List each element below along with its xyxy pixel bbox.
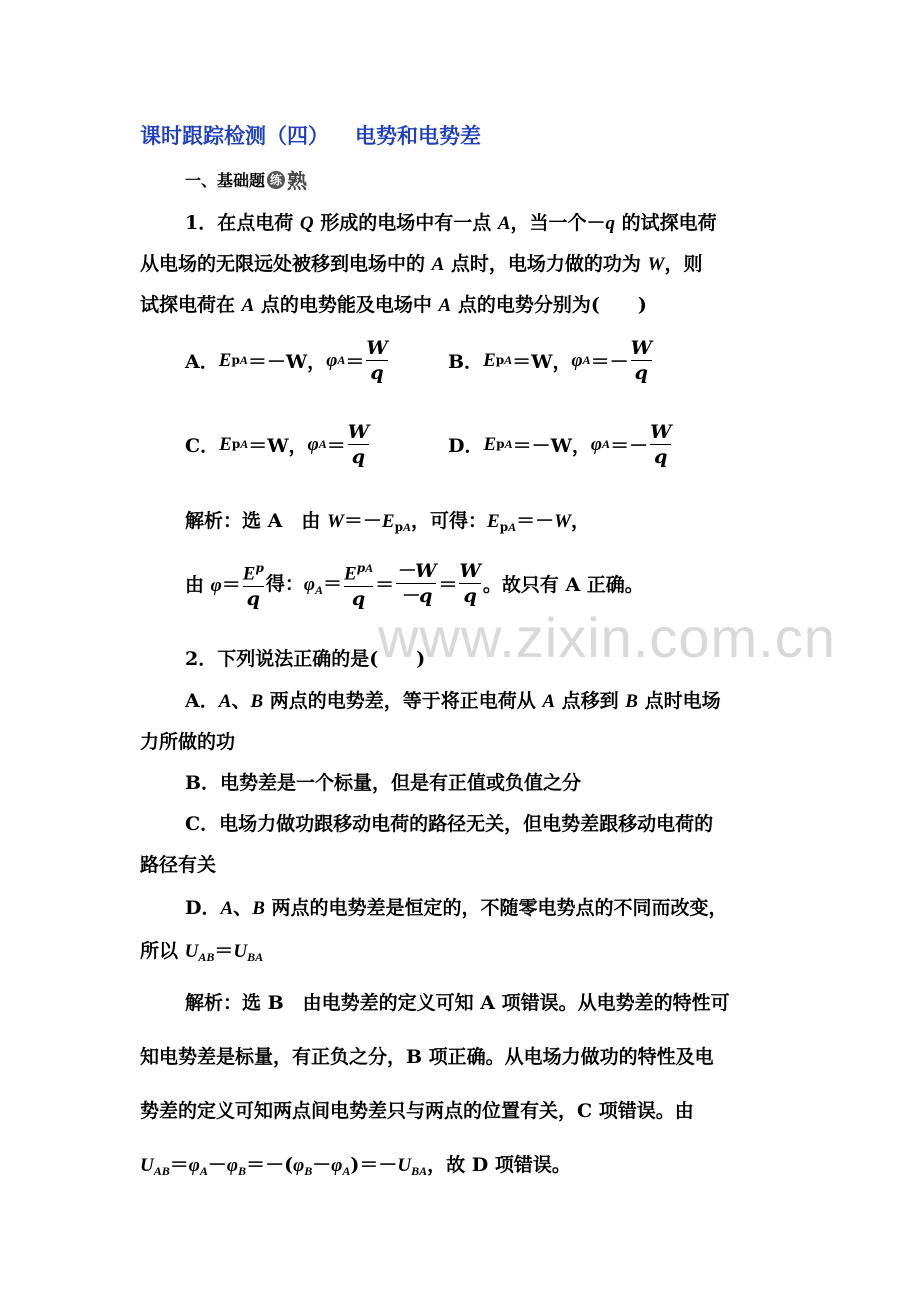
q1-line3: 试探电荷在 A 点的电势能及电场中 A 点的电势分别为( ) [140, 294, 647, 316]
q1-option-b: B． E pA ＝W， φ A ＝－ $\frac{W}{q}$ [448, 337, 652, 384]
q2-option-c-line2: 路径有关 [140, 854, 217, 876]
practice-badge-icon: 练 [267, 171, 285, 189]
q2-option-b: B．电势差是一个标量，但是有正值或负值之分 [185, 772, 582, 794]
q2-analysis-line2: 知电势差是标量，有正负之分，B 项正确。从电场力做功的特性及电 [140, 1046, 714, 1068]
q1-analysis-line2: 由 φ＝ $\frac{E^p}{q}$ 得：$\varphi_A=$ $\frac{E^{pA}}{q}$ ＝ $\frac{-W}{-q}$ ＝ $\frac{W}{q}$ 。故只有 A 正确。 [185, 560, 644, 611]
q1-option-c: C． E pA ＝W， φ A ＝ $\frac{W}{q}$ [185, 421, 370, 468]
watermark: www.zixin.com.cn [378, 606, 836, 669]
q2-analysis-line1: 解析：选 B 由电势差的定义可知 A 项错误。从电势差的特性可 [185, 992, 730, 1014]
q2-option-d-line2: 所以 $U_{AB}=U_{BA}$ [140, 940, 264, 964]
q2-stem: 2．下列说法正确的是( ) [185, 648, 426, 670]
q1-option-a: A． E pA ＝－W， φ A ＝ $\frac{W}{q}$ [185, 337, 388, 384]
q2-option-d-line1: D．A、B 两点的电势差是恒定的，不随零电势点的不同而改变， [185, 897, 728, 919]
q2-option-a-line2: 力所做的功 [140, 731, 236, 753]
q2-option-a-line1: A．A、B 两点的电势差，等于将正电荷从 A 点移到 B 点时电场 [185, 690, 721, 712]
page-title [140, 120, 481, 150]
q1-option-d: D． E pA ＝－W， φ A ＝－ $\frac{W}{q}$ [448, 421, 672, 468]
title-part2: 电势和电势差 [355, 123, 481, 148]
title-part1: 课时跟踪检测（四） [140, 123, 329, 148]
q2-analysis-line3: 势差的定义可知两点间电势差只与两点的位置有关，C 项错误。由 [140, 1100, 694, 1122]
q1-line1: 1．在点电荷 Q 形成的电场中有一点 A，当一个－q 的试探电荷 [185, 212, 717, 234]
practice-badge-text: 熟 [287, 169, 308, 193]
section-heading [185, 165, 307, 194]
section-label: 一、基础题 [185, 171, 266, 190]
q2-analysis-line4: $U_{AB}=\varphi_A-\varphi_B=-(\varphi_B-\varphi_A)=-U_{BA}$，故 D 项错误。 [140, 1154, 571, 1178]
q2-option-c-line1: C．电场力做功跟移动电荷的路径无关，但电势差跟移动电荷的 [185, 813, 714, 835]
q1-line2: 从电场的无限远处被移到电场中的 A 点时，电场力做的功为 W，则 [140, 253, 703, 275]
q1-analysis-line1: 解析：选 A 由 $W=-E_{pA}$，可得：$E_{pA}=-W$， [185, 510, 591, 534]
